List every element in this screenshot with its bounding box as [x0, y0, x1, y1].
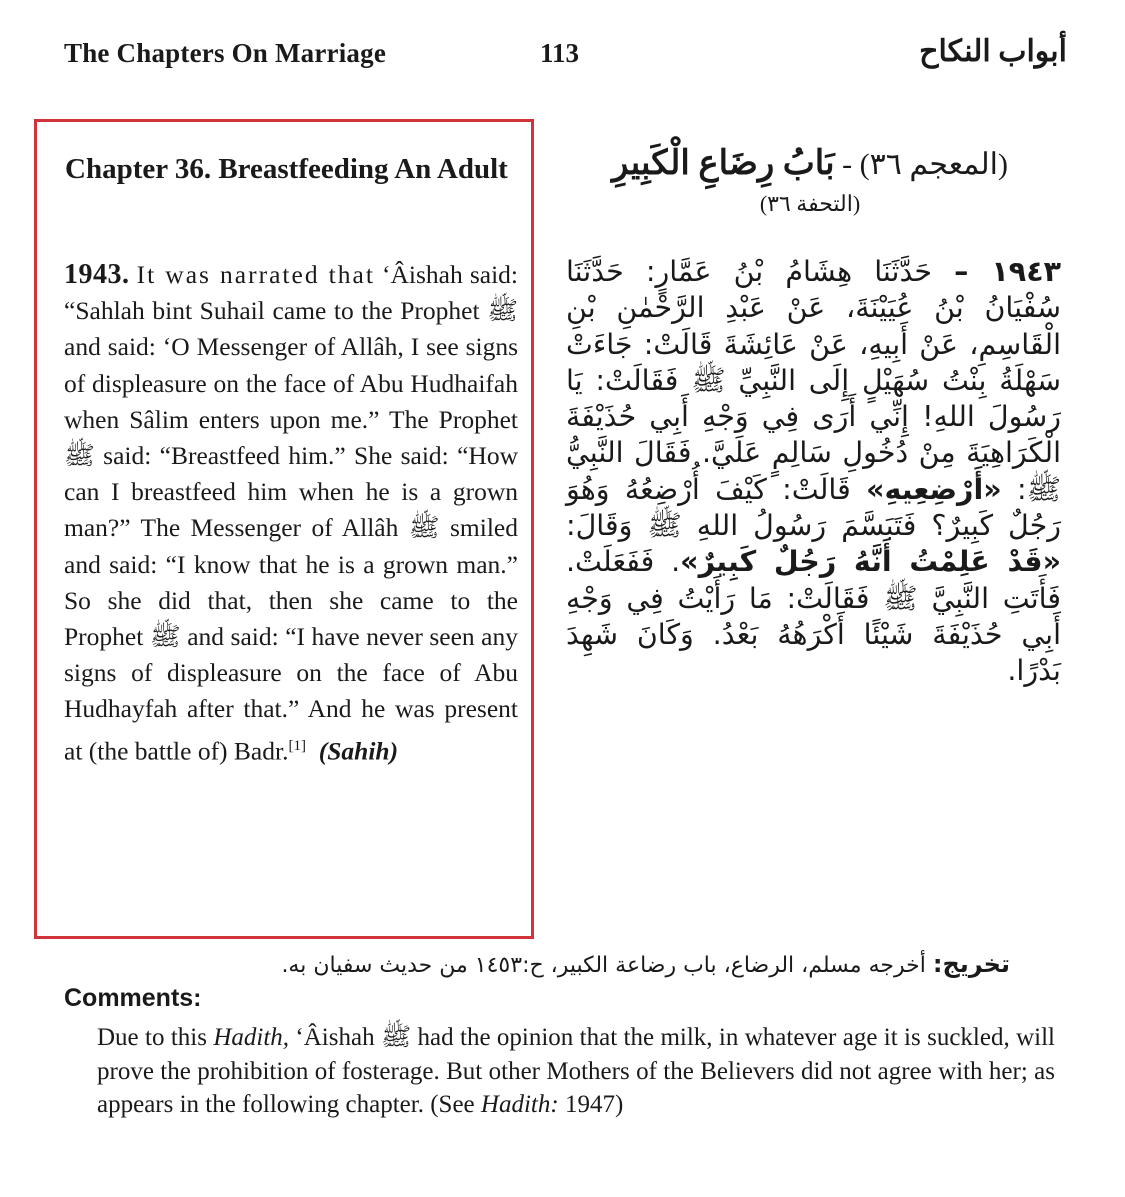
footnote-marker: [1] [288, 737, 306, 754]
takhrij-label: تخريج: [932, 950, 1010, 978]
book-title-ar: أبواب النكاح [919, 35, 1067, 68]
english-hadith-box [34, 119, 534, 939]
hadith-grade: (Sahih) [318, 736, 399, 766]
comments-ref: 1947) [564, 1091, 624, 1118]
chapter-title-ar: بَابُ رِضَاعِ الْكَبِيرِ [612, 145, 835, 182]
hadith-body-en: ‘Âishah said: “Sahlah bint Suhail came to the Prophet ﷺ and said: ‘O Messenger of Allâh, I see signs of displeasure on the face of Abu Hudhaifah when Sâlim enters upon me.” The Prophet ﷺ said: “Breastfeed him.” She said: “How can I breastfeed him when he is a grown man?” The Messenger of Allâh ﷺ smiled and said: “I know that he is a grown man.” So she did that, then she came to the Prophet ﷺ and said: “I have never seen any signs of displeasure on the face of Abu Hudhayfah after that.” And he was present at (the battle of) Badr. [64, 260, 519, 766]
hadith-body-ar-2: قَالَتْ: كَيْفَ أُرْضِعُهُ وَهُوَ رَجُلٌ كَبِيرٌ؟ فَتَبَسَّمَ رَسُولُ اللهِ ﷺ وَقَالَ: [566, 472, 1061, 543]
hadith-number-ar: ١٩٤٣ – [954, 255, 1061, 288]
hadith-body-ar-3: . فَفَعَلَتْ. فَأَتَتِ النَّبِيَّ ﷺ فَقَالَتْ: مَا رَأَيْتُ فِي وَجْهِ أَبِي حُذَيْفَةَ شَيْئًا أَكْرَهُهُ بَعْدُ. وَكَانَ شَهِدَ بَدْرًا. [566, 545, 1061, 688]
comments-pre: Due to this [97, 1024, 207, 1051]
comments-hadith-word: Hadith, [213, 1024, 290, 1051]
chapter-title-en: Chapter 36. Breastfeeding An Adult [65, 153, 508, 185]
comments-text: ‘Âishah ﷺ had the opinion that the milk, in whatever age it is suckled, will prove the prohibition of fosterage. But other Mothers of the Believers did not agree with her; as appears in the following chapter. (See [97, 1024, 1055, 1118]
takhrij-note [140, 948, 1010, 982]
quote-ar-1: «أَرْضِعِيهِ» [866, 472, 1002, 506]
takhrij-text: أخرجه مسلم، الرضاع، باب رضاعة الكبير، ح:١٤٥٣ من حديث سفيان به. [281, 953, 926, 978]
comments-hadith-word-2: Hadith: [480, 1091, 559, 1118]
hadith-body-ar-1: حَدَّثَنَا هِشَامُ بْنُ عَمَّارٍ: حَدَّثَنَا سُفْيَانُ بْنُ عُيَيْنَةَ، عَنْ عَبْدِ الرَّحْمٰنِ بْنِ الْقَاسِمِ، عَنْ أَبِيهِ، عَنْ عَائِشَةَ قَالَتْ: جَاءَتْ سَهْلَةُ بِنْتُ سُهَيْلٍ إِلَى النَّبِيِّ ﷺ فَقَالَتْ: يَا رَسُولَ اللهِ! إِنِّي أَرَى فِي وَجْهِ أَبِي حُذَيْفَةَ الْكَرَاهِيَةَ مِنْ دُخُولِ سَالِمٍ عَلَيَّ. فَقَالَ النَّبِيُّ ﷺ: [566, 255, 1062, 506]
comments-body [97, 1021, 1055, 1122]
hadith-number-en: 1943. [64, 259, 130, 290]
book-title-en: The Chapters On Marriage [64, 38, 387, 68]
hadith-text-ar [566, 254, 1061, 690]
page-number: 113 [540, 38, 580, 68]
quote-ar-2: «قَدْ عَلِمْتُ أَنَّهُ رَجُلٌ كَبِيرٌ» [680, 545, 1061, 579]
narration-start: It was narrated that [136, 260, 375, 289]
comments-title: Comments: [64, 984, 202, 1012]
hadith-text-en [64, 257, 518, 769]
tuhfah-ref: (التحفة ٣٦) [759, 191, 861, 216]
chapter-index-ar: (المعجم ٣٦) - [842, 148, 1008, 181]
chapter-heading-ar [560, 142, 1060, 221]
